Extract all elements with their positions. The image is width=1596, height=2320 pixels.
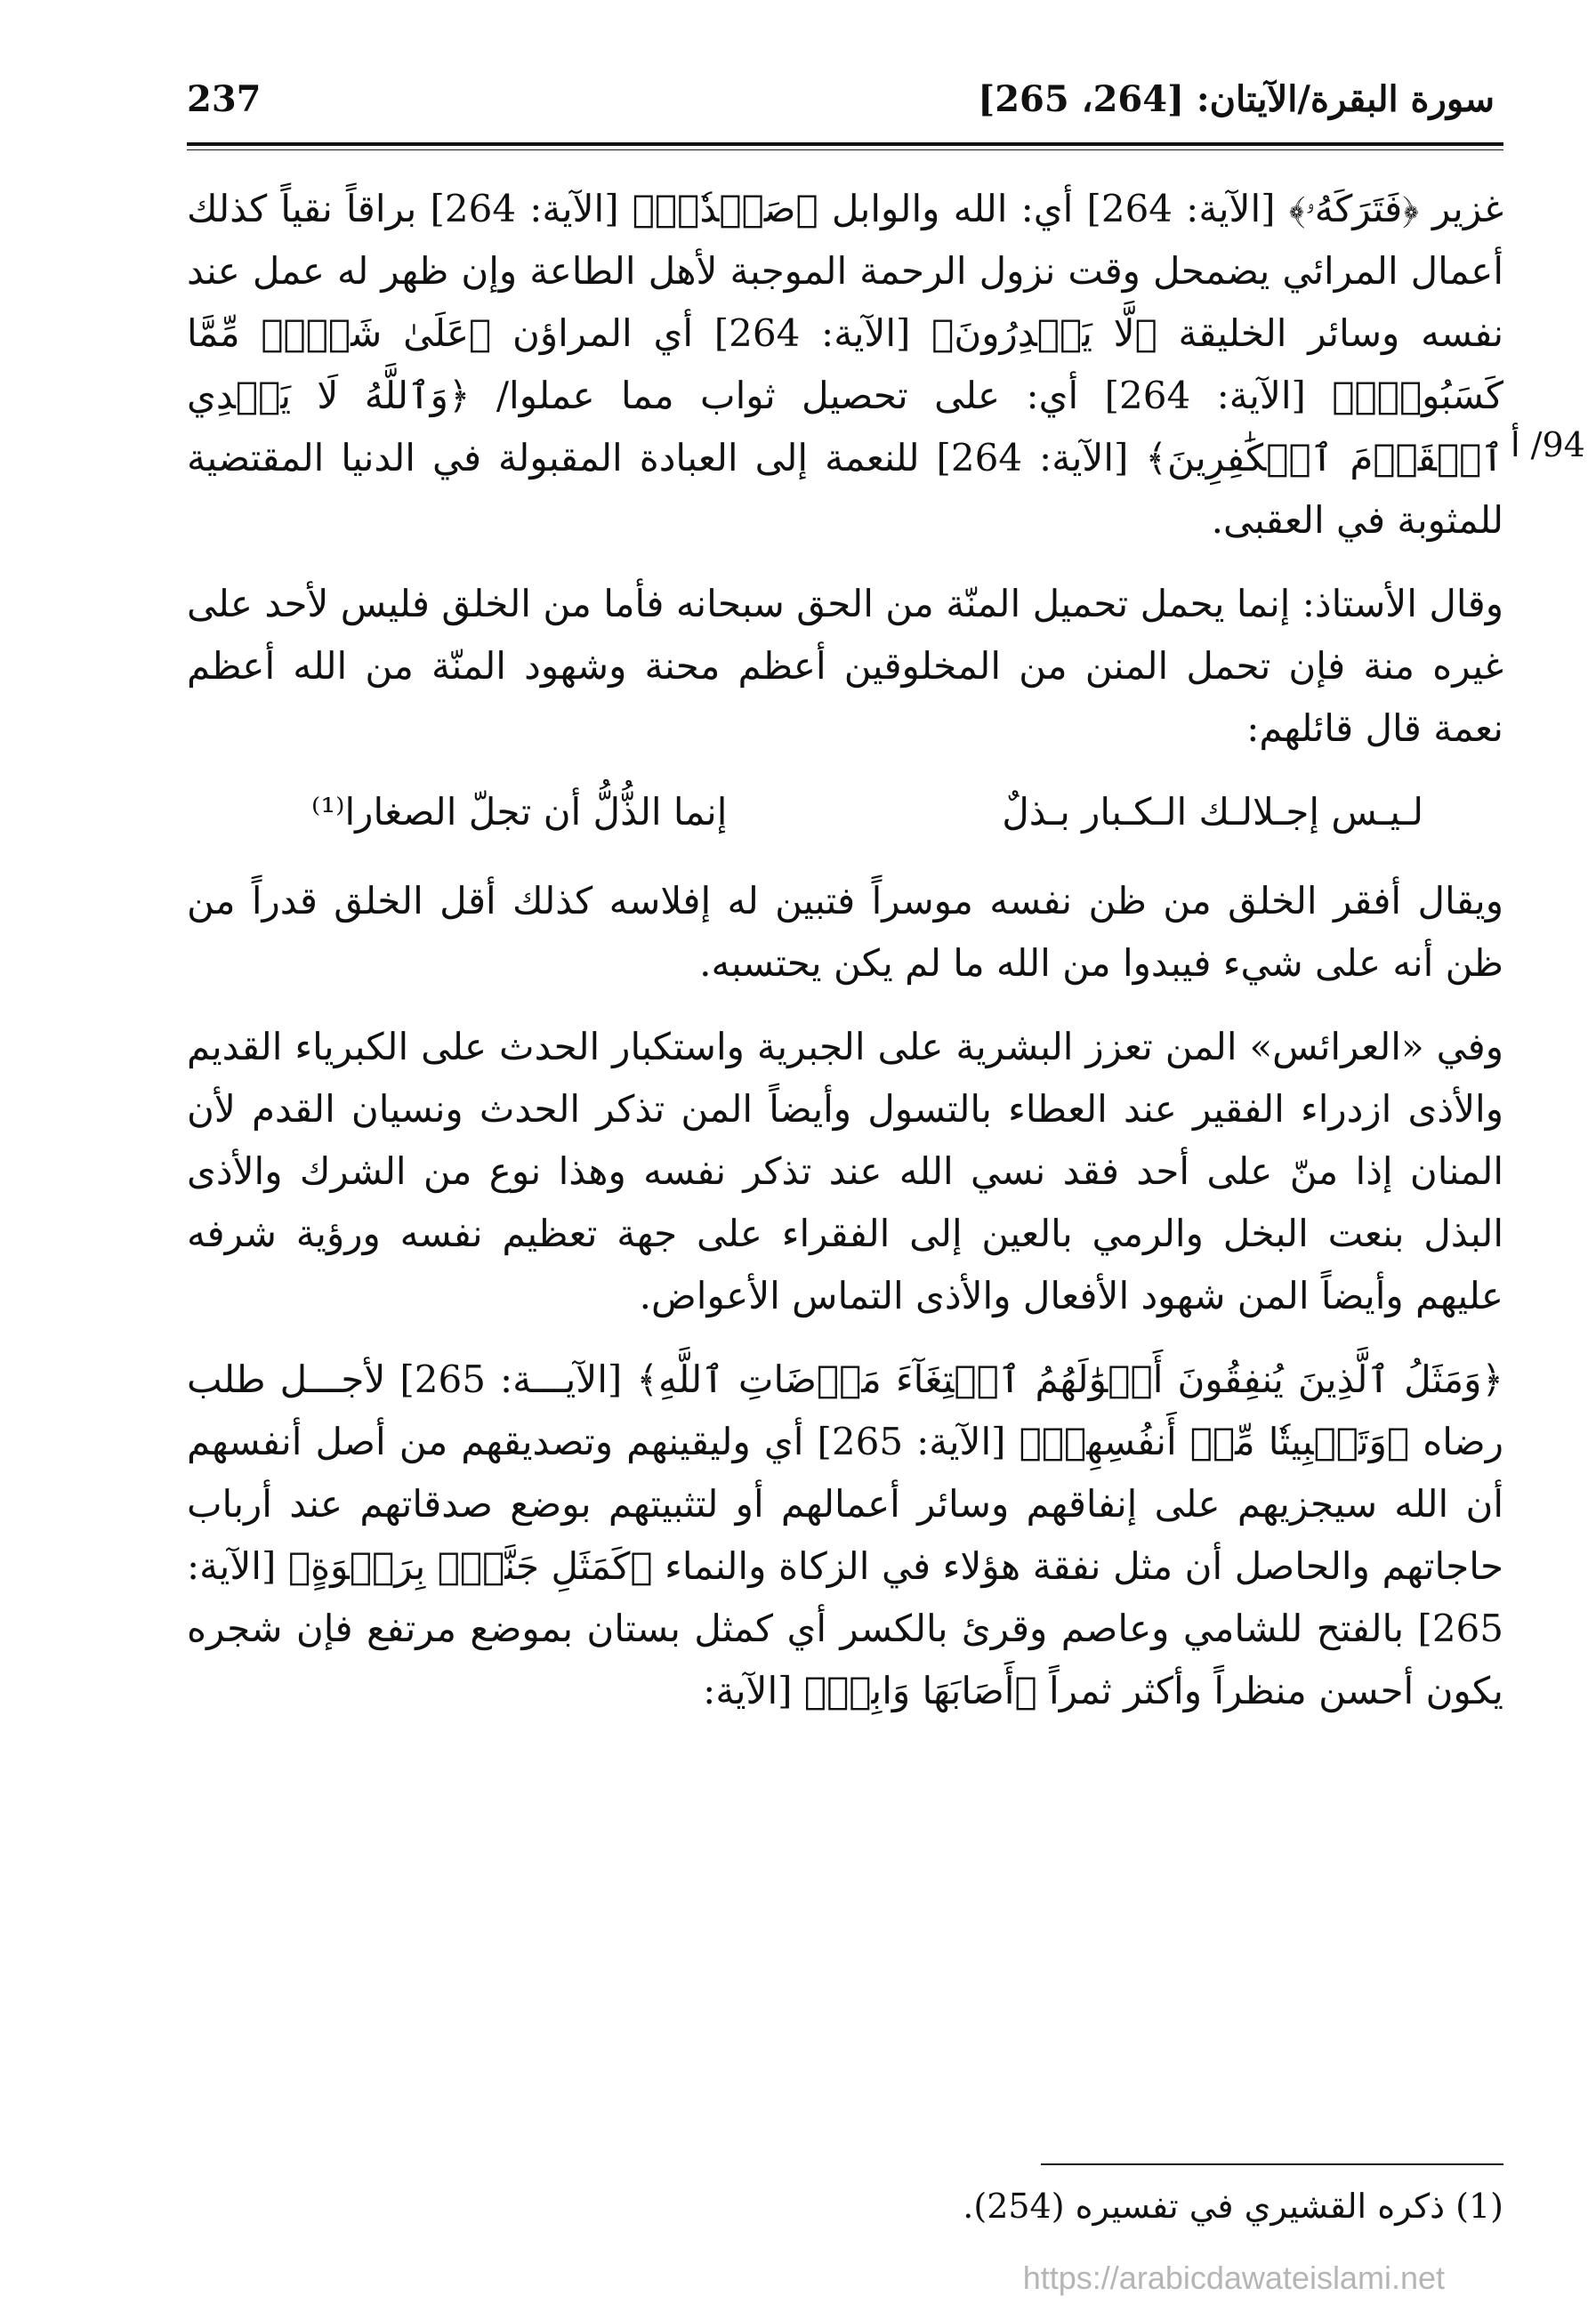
header-rule xyxy=(187,142,1503,146)
footnote-rule xyxy=(1041,2163,1503,2165)
page-header xyxy=(187,78,1495,141)
page-number: 237 xyxy=(187,78,262,120)
paragraph-1: غزير ﴿فَتَرَكَهُۥ﴾ [الآية: 264] أي: الله والوابل ﴿صَلۡدٗاۖ﴾ [الآية: 264] براقاً نقياً كذلك أعمال المرائي يضمحل وقت نزول الرحمة الموجبة لأهل الطاعة وإن ظهر له عمل عند نفسه وسائر الخليقة ﴿لَّا يَقۡدِرُونَ﴾ [الآية: 264] أي المراؤن ﴿عَلَىٰ شَيۡءٖ مِّمَّا كَسَبُواْۗ﴾ [الآية: 264] أي: على تحصيل ثواب مما عملوا/ ﴿وَٱللَّهُ لَا يَهۡدِي ٱلۡقَوۡمَ ٱلۡكَٰفِرِينَ﴾ [الآية: 264] للنعمة إلى العبادة المقبولة في الدنيا المقتضية للمثوبة في العقبى. xyxy=(187,187,1504,542)
main-text xyxy=(187,178,1503,1744)
paragraph-5: ﴿وَمَثَلُ ٱلَّذِينَ يُنفِقُونَ أَمۡوَٰلَهُمُ ٱبۡتِغَآءَ مَرۡضَاتِ ٱللَّهِ﴾ [الآيـــة: 265] لأجـــل طلب رضاه ﴿وَتَثۡبِيتٗا مِّنۡ أَنفُسِهِمۡ﴾ [الآية: 265] أي وليقينهم وتصديقهم من أصل أنفسهم أن الله سيجزيهم على إنفاقهم وسائر أعمالهم أو لتثبيتهم بوضع صدقاتهم عند أرباب حاجاتهم والحاصل أن مثل نفقة هؤلاء في الزكاة والنماء ﴿كَمَثَلِ جَنَّةِۢ بِرَبۡوَةٍ﴾ [الآية: 265] بالفتح للشامي وعاصم وقرئ بالكسر أي كمثل بستان بموضع مرتفع فإن شجره يكون أحسن منظراً وأكثر ثمراً ﴿أَصَابَهَا وَابِلٞ﴾ [الآية: xyxy=(187,1357,1504,1712)
header-rule-thin xyxy=(187,149,1503,150)
poetry-verse xyxy=(187,781,1503,843)
footnote: (1) ذكره القشيري في تفسيره (254). xyxy=(963,2187,1503,2226)
paragraph-4: وفي «العرائس» المن تعزز البشرية على الجبرية واستكبار الحدث على الكبرياء القديم والأذى ازدراء الفقير عند العطاء بالتسول وأيضاً المن تذكر الحدث ونسيان القدم لأن المنان إذا منّ على أحد فقد نسي الله عند تذكر نفسه وهذا نوع من الشرك والأذى البذل بنعت البخل والرمي بالعين إلى الفقراء على جهة تعظيم نفسه ورؤية شرفه عليهم وأيضاً المن شهود الأفعال والأذى التماس الأعواض. xyxy=(187,1025,1503,1317)
paragraph-3: ويقال أفقر الخلق من ظن نفسه موسراً فتبين له إفلاسه كذلك أقل الخلق قدراً من ظن أنه على شيء فيبدوا من الله ما لم يكن يحتسبه. xyxy=(187,879,1503,985)
watermark-url: https://arabicdawateislami.net xyxy=(1022,2260,1445,2296)
verse-first-hemistich: لـيـس إجـلالـك الـكـبار بـذلٌ xyxy=(1002,790,1423,834)
paragraph-2: وقال الأستاذ: إنما يحمل تحميل المنّة من الحق سبحانه فأما من الخلق فليس لأحد على غيره منة فإن تحمل المنن من المخلوقين أعظم محنة وشهود المنّة من الله أعظم نعمة قال قائلهم: xyxy=(187,582,1503,750)
running-title: سورة البقرة/الآيتان: [264، 265] xyxy=(978,78,1495,120)
manuscript-folio-note: 94/ أ xyxy=(1511,425,1585,464)
verse-second-hemistich: إنما الذُّلُّ أن تجلّ الصغارا⁽¹⁾ xyxy=(311,790,728,834)
